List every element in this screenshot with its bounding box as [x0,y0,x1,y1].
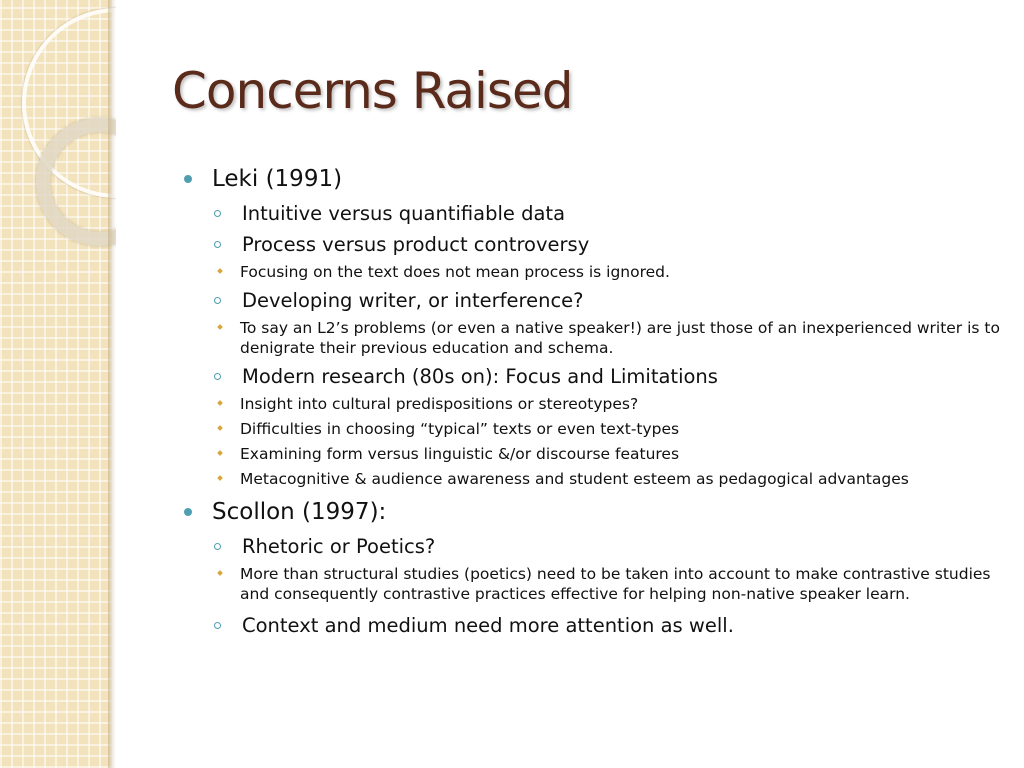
bullet-circle-icon [214,543,221,550]
sub-bullet [210,533,1000,560]
sub-bullet-text: Rhetoric or Poetics? [242,535,436,558]
detail-bullet-text: Difficulties in choosing “typical” texts or even text-types [240,420,680,438]
slide-title: Concerns Raised [172,62,573,120]
bullet-scollon [180,497,1000,527]
bullet-diamond-icon [217,268,223,274]
detail-bullet [212,394,1000,414]
bullet-text: Leki (1991) [212,166,343,192]
bullet-diamond-icon [217,475,223,481]
sub-bullet-text: Intuitive versus quantifiable data [242,202,566,225]
sub-bullet-text: Context and medium need more attention as well. [242,614,734,637]
sub-bullet [210,612,1000,639]
bullet-diamond-icon [217,450,223,456]
bullet-dot-icon [184,175,192,183]
bullet-diamond-icon [217,425,223,431]
detail-bullet [212,419,1000,439]
bullet-leki [180,164,1000,194]
detail-bullet-text: Examining form versus linguistic &/or discourse features [240,445,680,463]
bullet-circle-icon [214,210,221,217]
sub-bullet-text: Modern research (80s on): Focus and Limitations [242,365,718,388]
detail-bullet [212,444,1000,464]
bullet-circle-icon [214,622,221,629]
sub-bullet [210,231,1000,258]
bullet-dot-icon [184,508,192,516]
sub-bullet [210,200,1000,227]
bullet-circle-icon [214,297,221,304]
detail-bullet-text: To say an L2’s problems (or even a native speaker!) are just those of an inexperienced writer is to denigrate their previous education and schema. [240,319,1000,357]
decorative-rings [0,0,116,768]
bullet-list [180,164,1000,639]
sub-bullet-text: Process versus product controversy [242,233,590,256]
sub-bullet [210,287,1000,314]
detail-bullet-text: Focusing on the text does not mean process is ignored. [240,263,670,281]
detail-bullet [212,262,1000,282]
bullet-text: Scollon (1997): [212,499,387,525]
sub-bullet-text: Developing writer, or interference? [242,289,584,312]
detail-bullet [212,564,1000,604]
bullet-circle-icon [214,241,221,248]
side-strip-shadow [108,0,116,768]
bullet-diamond-icon [217,570,223,576]
bullet-circle-icon [214,373,221,380]
bullet-diamond-icon [217,400,223,406]
slide-content [180,164,1000,643]
detail-bullet-text: Insight into cultural predispositions or stereotypes? [240,395,639,413]
detail-bullet-text: Metacognitive & audience awareness and student esteem as pedagogical advantages [240,470,909,488]
detail-bullet [212,469,1000,489]
sub-bullet [210,363,1000,390]
bullet-diamond-icon [217,324,223,330]
detail-bullet [212,318,1000,358]
detail-bullet-text: More than structural studies (poetics) need to be taken into account to make contrastive studies and consequently contrastive practices effective for helping non-native speaker learn. [240,565,991,603]
